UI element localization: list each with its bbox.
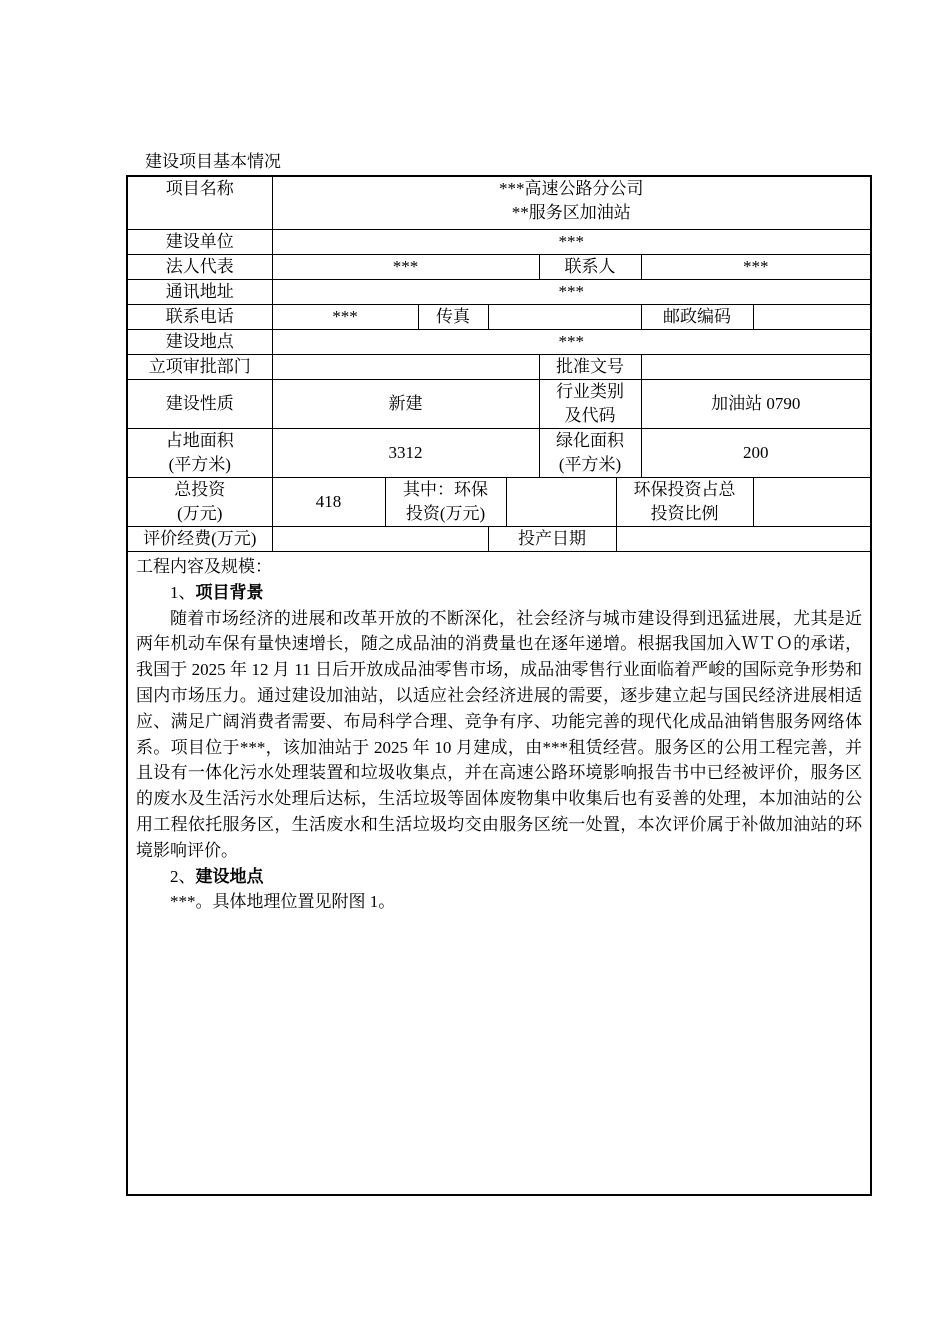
section1-number: 1、 (170, 582, 196, 602)
nature-value: 新建 (272, 380, 539, 429)
production-date-value (616, 527, 871, 552)
row-site (127, 330, 871, 355)
project-content (127, 552, 871, 1196)
area-label-line1: 占地面积 (165, 431, 234, 450)
address-label: 通讯地址 (127, 280, 272, 305)
invest-label (127, 478, 272, 527)
section1-body: 随着市场经济的进展和改革开放的不断深化，社会经济与城市建设得到迅猛进展，尤其是近两年机动车保有量快速增长，随之成品油的消费量也在逐年递增。根据我国加入ＷＴＯ的承诺，我国于 2025 年 12 月 11 日后开放成品油零售市场，成品油零售行业面临着严峻的国际竞争形势和国内市场压力。通过建设加油站，以适应社会经济进展的需要，逐步建立起与国民经济进展相适应、满足广阔消费者需要、布局科学合理、竞争有序、功能完善的现代化成品油销售服务网络体系。项目位于***，该加油站于 2025 年 10 月建成，由***租赁经营。服务区的公用工程完善，并且设有一体化污水处理装置和垃圾收集点，并在高速公路环境影响报告书中已经被评价，服务区的废水及生活污水处理后达标，生活垃圾等固体废物集中收集后也有妥善的处理，本加油站的公用工程依托服务区，生活废水和生活垃圾均交由服务区统一处置，本次评价属于补做加油站的环境影响评价。 (136, 608, 863, 860)
row-legal-rep (127, 255, 871, 280)
project-name-value (272, 176, 871, 230)
row-investment (127, 478, 871, 527)
industry-label-line2: 及代码 (564, 406, 616, 425)
build-unit-label: 建设单位 (127, 230, 272, 255)
production-date-label: 投产日期 (488, 527, 616, 552)
site-value: *** (272, 330, 871, 355)
row-area (127, 429, 871, 478)
green-label-line2: (平方米) (558, 455, 622, 474)
approval-no-value (641, 355, 871, 380)
invest-label-line2: (万元) (177, 504, 223, 523)
eval-fee-value (272, 527, 488, 552)
phone-value: *** (272, 305, 418, 330)
row-approval (127, 355, 871, 380)
build-unit-value: *** (272, 230, 871, 255)
section2-body: ***。具体地理位置见附图 1。 (170, 892, 396, 912)
project-name-line2: **服务区加油站 (511, 203, 631, 222)
env-ratio-value (753, 478, 871, 527)
postcode-value (753, 305, 871, 330)
approval-no-label: 批准文号 (539, 355, 641, 380)
project-name-label: 项目名称 (127, 176, 272, 230)
nature-label: 建设性质 (127, 380, 272, 429)
site-label: 建设地点 (127, 330, 272, 355)
row-nature (127, 380, 871, 429)
project-info-table (126, 175, 872, 1196)
section2-number: 2、 (170, 866, 196, 886)
project-name-line1: ***高速公路分公司 (499, 179, 644, 198)
section1-title: 项目背景 (195, 582, 264, 602)
postcode-label: 邮政编码 (641, 305, 753, 330)
invest-label-line1: 总投资 (174, 480, 226, 499)
approval-dept-label: 立项审批部门 (127, 355, 272, 380)
green-value: 200 (641, 429, 871, 478)
env-invest-label (385, 478, 506, 527)
section2-heading (136, 864, 862, 890)
green-label-line1: 绿化面积 (556, 431, 624, 450)
contact-value: *** (641, 255, 871, 280)
area-label-line2: (平方米) (168, 455, 231, 474)
area-value: 3312 (272, 429, 539, 478)
area-label (127, 429, 272, 478)
row-build-unit (127, 230, 871, 255)
address-value: *** (272, 280, 871, 305)
env-ratio-label (616, 478, 753, 527)
env-invest-label-line2: 投资(万元) (405, 504, 486, 523)
env-ratio-label-line1: 环保投资占总 (633, 480, 736, 499)
approval-dept-value (272, 355, 539, 380)
legal-rep-label: 法人代表 (127, 255, 272, 280)
industry-label-line1: 行业类别 (556, 382, 624, 401)
row-project-name (127, 176, 871, 230)
phone-label: 联系电话 (127, 305, 272, 330)
invest-value: 418 (272, 478, 385, 527)
table-caption: 建设项目基本情况 (145, 152, 281, 171)
legal-rep-value: *** (272, 255, 539, 280)
row-phone (127, 305, 871, 330)
fax-label: 传真 (418, 305, 488, 330)
env-ratio-label-line2: 投资比例 (650, 504, 719, 523)
section2-title: 建设地点 (195, 866, 264, 886)
green-label (539, 429, 641, 478)
contact-label: 联系人 (539, 255, 641, 280)
industry-value: 加油站 0790 (641, 380, 871, 429)
env-invest-value (506, 478, 616, 527)
env-invest-label-line1: 其中：环保 (403, 480, 488, 499)
content-intro: 工程内容及规模： (136, 557, 272, 576)
row-content (127, 552, 871, 1196)
industry-label (539, 380, 641, 429)
fax-value (488, 305, 641, 330)
eval-fee-label: 评价经费(万元) (127, 527, 272, 552)
row-address (127, 280, 871, 305)
section1-heading (136, 580, 862, 606)
row-eval-fee (127, 527, 871, 552)
